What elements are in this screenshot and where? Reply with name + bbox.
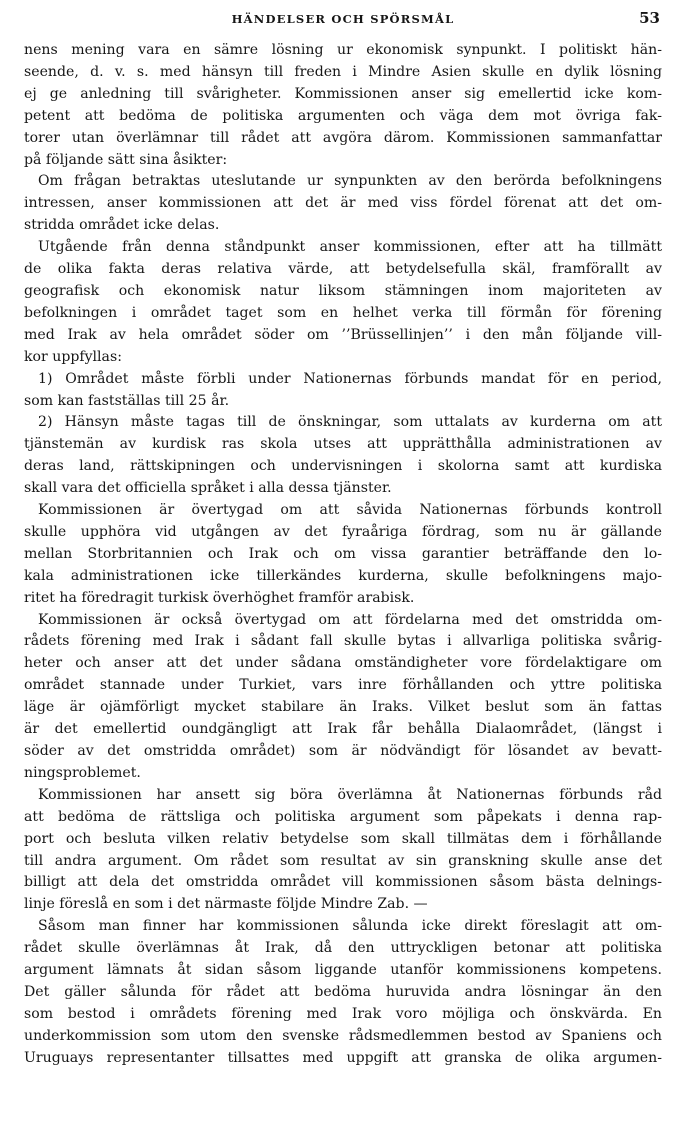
paragraph-8 [24,785,662,916]
text-line: 1) Området måste förbli under Nationernas förbunds mandat för en period, [38,370,662,387]
text-line: Kommissionen är också övertygad om att fördelarna med det omstridda om- [38,611,662,628]
text-line: linje föreslå en som i det närmaste följde Mindre Zab. — [24,896,428,913]
text-line: kala administrationen icke tillerkändes kurderna, skulle befolkningens majo- [24,567,662,584]
text-line: billigt att dela det omstridda området vill kommissionen såsom bästa delnings- [24,874,662,891]
text-line: befolkningen i området taget som en helhet verka till förmån för förening [24,304,662,321]
text-line: Kommissionen är övertygad om att såvida Nationernas förbunds kontroll [38,502,662,519]
text-line: underkommission som utom den svenske rådsmedlemmen bestod av Spaniens och [24,1027,662,1044]
running-head: HÄNDELSER OCH SPÖRSMÅL [231,12,455,26]
text-line: petent att bedöma de politiska argumenten och väga dem mot övriga fak- [24,107,662,124]
text-line: ningsproblemet. [24,764,141,781]
text-line: området stannade under Turkiet, vars inre förhållanden och yttre politiska [24,677,662,694]
text-line: till andra argument. Om rådet som resultat av sin granskning skulle anse det [24,852,662,869]
text-line: intressen, anser kommissionen att det är med viss fördel förenat att det om- [24,195,662,212]
text-line: Uruguays representanter tillsattes med uppgift att granska de olika argumen- [24,1049,662,1066]
text-line: ritet ha föredragit turkisk överhöghet framför arabisk. [24,589,415,606]
paragraph-3 [24,237,662,368]
paragraph-7 [24,610,662,785]
text-line: att bedöma de rättsliga och politiska argument som påpekats i denna rap- [24,808,662,825]
text-line: Såsom man finner har kommissionen sålunda icke direkt föreslagit att om- [38,918,662,935]
text-line: ej ge anledning till svårigheter. Kommissionen anser sig emellertid icke kom- [24,85,662,102]
text-line: argument lämnats åt sidan såsom liggande utanför kommissionens kompetens. [24,962,662,979]
page-header [24,8,662,34]
text-line: skulle upphöra vid utgången av det fyraåriga fördrag, som nu är gällande [24,523,662,540]
paragraph-2 [24,171,662,237]
body-text [24,40,662,1070]
text-line: heter och anser att det under sådana omständigheter vore fördelaktigare om [24,655,662,672]
text-line: kor uppfyllas: [24,348,122,365]
text-line: Kommissionen har ansett sig böra överlämna åt Nationernas förbunds råd [38,786,662,803]
paragraph-9 [24,916,662,1069]
paragraph-5 [24,412,662,500]
text-line: rådet skulle överlämnas åt Irak, då den uttryckligen betonar att politiska [24,940,662,957]
text-line: mellan Storbritannien och Irak och om vissa garantier beträffande den lo- [24,545,662,562]
text-line: seende, d. v. s. med hänsyn till freden i Mindre Asien skulle en dylik lösning [24,63,662,80]
text-line: geografisk och ekonomisk natur liksom stämningen inom majoriteten av [24,282,662,299]
text-line: som kan fastställas till 25 år. [24,392,230,409]
text-line: skall vara det officiella språket i alla dessa tjänster. [24,480,392,497]
text-line: på följande sätt sina åsikter: [24,151,228,168]
paragraph-6 [24,500,662,610]
text-line: stridda området icke delas. [24,217,220,234]
text-line: nens mening vara en sämre lösning ur ekonomisk synpunkt. I politiskt hän- [24,42,662,58]
paragraph-4 [24,369,662,413]
text-line: 2) Hänsyn måste tagas till de önskningar, som uttalats av kurderna om att [38,414,662,431]
text-line: som bestod i områdets förening med Irak voro möjliga och önskvärda. En [24,1005,662,1022]
page-number: 53 [639,9,660,27]
text-line: med Irak av hela området söder om ’’Brüssellinjen’’ i den mån följande vill- [24,326,662,343]
text-line: de olika fakta deras relativa värde, att betydelsefulla skäl, framförallt av [24,261,662,278]
text-line: rådets förening med Irak i sådant fall skulle bytas i allvarliga politiska svårig- [24,633,662,650]
text-line: söder av det omstridda området) som är nödvändigt för lösandet av bevatt- [24,743,662,759]
text-line: deras land, rättskipningen och undervisningen i skolorna samt att kurdiska [24,458,662,475]
text-line: Om frågan betraktas uteslutande ur synpunkten av den berörda befolkningens [38,173,662,190]
paragraph-1 [24,40,662,171]
document-page [24,8,662,1126]
text-line: tjänstemän av kurdisk ras skola utses att upprätthålla administrationen av [24,436,662,453]
text-line: torer utan överlämnar till rådet att avgöra därom. Kommissionen sammanfattar [24,129,662,146]
text-line: Det gäller sålunda för rådet att bedöma huruvida andra lösningar än den [24,983,662,1000]
text-line: är det emellertid oundgängligt att Irak får behålla Dialaområdet, (längst i [24,721,662,738]
text-line: Utgående från denna ståndpunkt anser kommissionen, efter att ha tillmätt [38,239,662,256]
text-line: port och besluta vilken relativ betydelse som skall tillmätas dem i förhållande [24,830,662,847]
text-line: läge är ojämförligt mycket stabilare än Iraks. Vilket beslut som än fattas [24,699,662,716]
